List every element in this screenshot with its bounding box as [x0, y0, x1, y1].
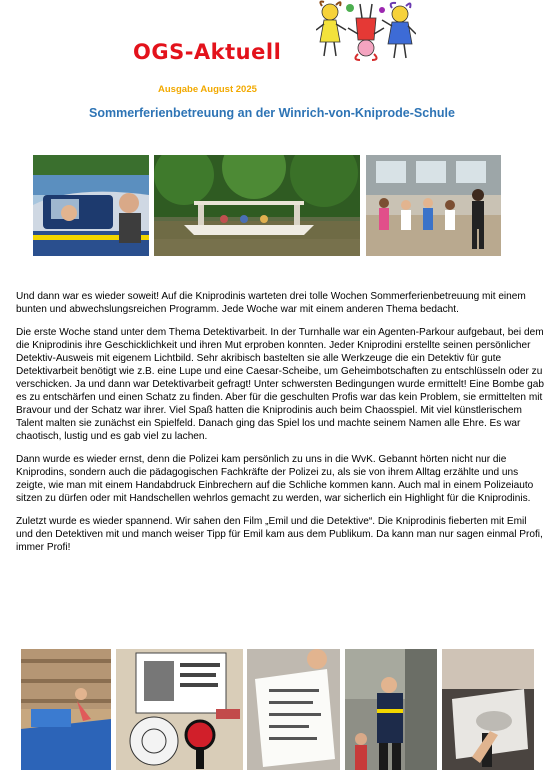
newsletter-title: OGS-Aktuell — [133, 40, 282, 64]
article-body — [16, 290, 544, 564]
photo-secret-message — [247, 649, 340, 770]
issue-label: Ausgabe August 2025 — [158, 84, 257, 95]
photo-crafted-tools — [116, 649, 243, 770]
photo-gym-dance — [366, 155, 501, 256]
photo-fingerprint — [442, 649, 534, 770]
photo-gym-parkour — [21, 649, 111, 770]
photo-police-car — [33, 155, 149, 256]
kids-logo — [316, 0, 416, 62]
paragraph-police-visit: Dann wurde es wieder ernst, denn die Polizei kam persönlich zu uns in die WvK. Gebannt hörten nicht nur die Kniprodins, sondern auch die pädagogischen Fachkräfte der Polizei zu, als sie von ihrem Alltag erzählte und uns zeigte, wie man mit einem Handabdruck Einbrechern auf die Schliche kommen kann. Auch mal in einem Polizeiauto sitzen zu dürfen oder mit Handschellen wehrlos gemacht zu werden, war sicherlich ein Highlight für die Kniprodinis. — [16, 454, 534, 504]
article-headline: Sommerferienbetreuung an der Winrich-von-Kniprode-Schule — [89, 106, 455, 120]
photo-boat — [154, 155, 360, 256]
photo-police-officer — [345, 649, 437, 770]
paragraph-detective-week: Die erste Woche stand unter dem Thema Detektivarbeit. In der Turnhalle war ein Agenten-Parkour aufgebaut, bei dem die Kniprodinis ihre Geschicklichkeit und ihren Mut erproben konnten. Jeder Kniprodini erstellte seinen persönlicher Detektiv-Ausweis mit eigenem Lichtbild. Sehr akribisch bastelten sie alle Werkzeuge die ein Detektiv für gute Detektivarbeit benötigt wie z.B. eine Lupe und eine Caesar-Scheibe, um Geheimbotschaften zu entschlüsseln oder zu verschicken. Ja und dann war Detektivarbeit gefragt! Unter schwersten Bedingungen wurde ermittelt! Eine Bombe gab es zu entschärfen und einen Schatz zu finden. Aber für die geschulten Profis war das kein Problem, sie ermittelten mit Bravour und der Schatz war ihrer. Viel Spaß hatten die Kniprodinis auch beim Chaosspiel. Mit viel künstlerischem Talent malten sie zunächst ein Spielfeld. Danach ging das Spiel los und machte seinem Namen alle Ehre. Es war chaotisch, lustig und es gab viel zu lachen. — [16, 327, 544, 442]
paragraph-film: Zuletzt wurde es wieder spannend. Wir sahen den Film „Emil und die Detektive“. Die Kniprodinis fieberten mit Emil und den Detektiven mit und manch weiser Tipp für Emil kam aus dem Publikum. Da kann man nur sagen einmal Profi, immer Profi! — [16, 516, 543, 553]
paragraph-intro: Und dann war es wieder soweit! Auf die Kniprodinis warteten drei tolle Wochen Sommerferienbetreuung mit einem bunten und abwechslungsreichen Programm. Jede Woche war mit einem anderen Thema bedacht. — [16, 291, 526, 315]
